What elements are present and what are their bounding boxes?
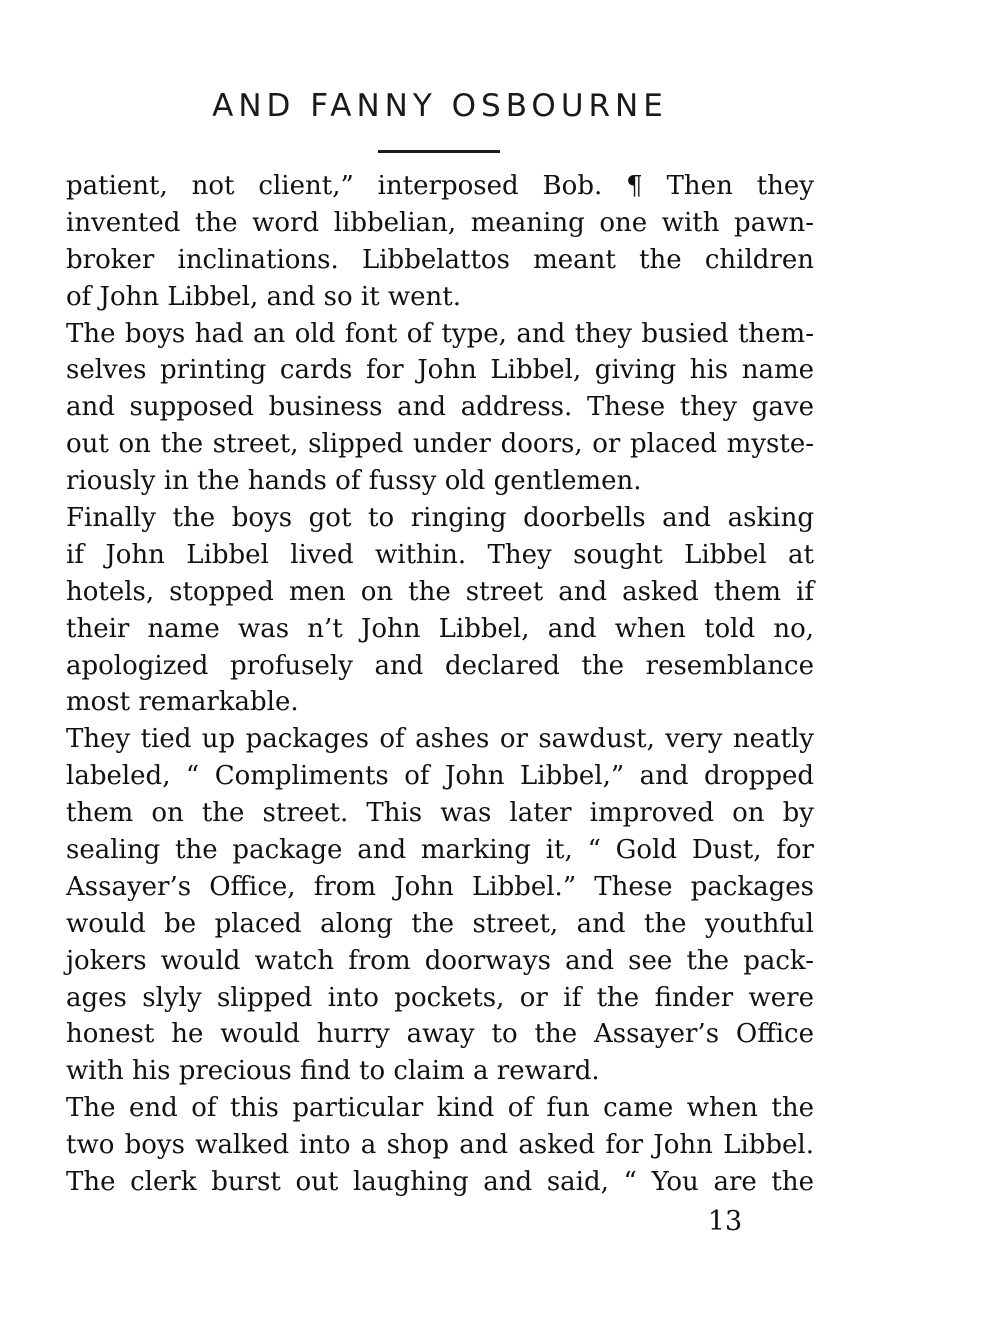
text-line: two boys walked into a shop and asked for John Libbel. — [66, 1130, 814, 1161]
text-line: They tied up packages of ashes or sawdust, very neatly — [66, 724, 814, 755]
text-line: selves printing cards for John Libbel, giving his name — [66, 355, 814, 386]
text-line: patient, not client,” interposed Bob. ¶ Then they — [66, 171, 814, 201]
text-line: if John Libbel lived within. They sought Libbel at — [66, 539, 814, 570]
text-line: out on the street, slipped under doors, or placed myste- — [66, 429, 814, 460]
text-line: The end of this particular kind of fun came when the — [66, 1093, 814, 1124]
running-head: AND FANNY OSBOURNE — [212, 88, 668, 124]
text-line: The boys had an old font of type, and they busied them- — [66, 318, 814, 349]
text-line: of John Libbel, and so it went. — [66, 281, 462, 312]
text-line: would be placed along the street, and the youthful — [66, 908, 814, 939]
text-line: broker inclinations. Libbelattos meant the children — [66, 244, 814, 275]
text-line: most remarkable. — [66, 687, 299, 718]
text-line: honest he would hurry away to the Assayer’s Office — [66, 1019, 814, 1050]
text-line: hotels, stopped men on the street and asked them if — [66, 576, 814, 607]
header-rule — [378, 150, 500, 153]
text-line: and supposed business and address. These they gave — [66, 392, 814, 423]
text-line: with his precious find to claim a reward. — [66, 1056, 600, 1087]
text-line: jokers would watch from doorways and see the pack- — [66, 945, 814, 976]
text-line: Assayer’s Office, from John Libbel.” These packages — [66, 871, 814, 902]
text-line: Finally the boys got to ringing doorbells and asking — [66, 503, 814, 534]
page-number: 13 — [707, 1206, 743, 1237]
text-line: labeled, “ Compliments of John Libbel,” and dropped — [66, 761, 814, 792]
text-line: them on the street. This was later improved on by — [66, 798, 814, 829]
body-text — [66, 168, 814, 1201]
text-line: The clerk burst out laughing and said, “ You are the — [66, 1167, 814, 1198]
text-line: their name was n’t John Libbel, and when told no, — [66, 613, 814, 644]
text-line: riously in the hands of fussy old gentlemen. — [66, 466, 642, 497]
text-line: invented the word libbelian, meaning one with pawn- — [66, 207, 814, 238]
text-line: ages slyly slipped into pockets, or if the finder were — [66, 982, 814, 1013]
text-line: apologized profusely and declared the resemblance — [66, 650, 814, 681]
text-line: sealing the package and marking it, “ Gold Dust, for — [66, 835, 814, 866]
